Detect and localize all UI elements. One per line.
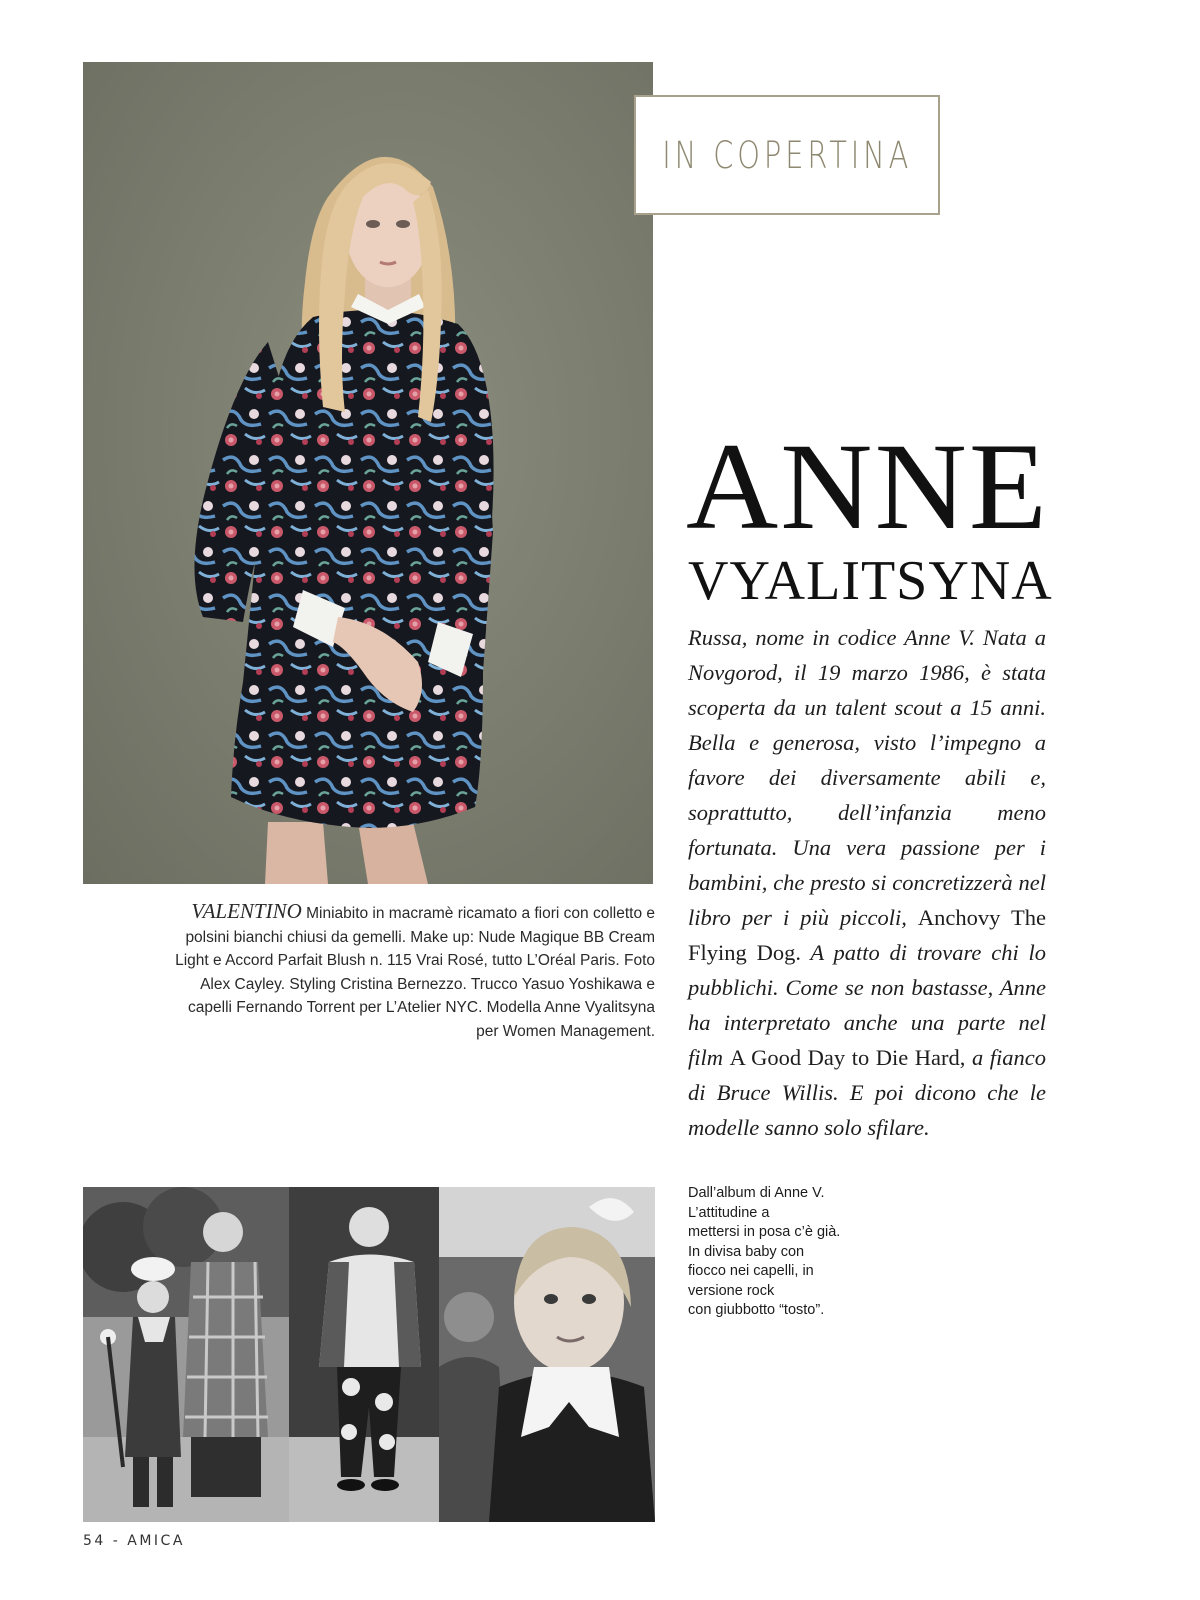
album-caption-line: versione rock <box>688 1282 775 1299</box>
album-caption-line: con giubbotto “tosto”. <box>688 1302 825 1318</box>
model-figure-illustration <box>83 62 653 884</box>
body-part-2: A patto di trovare chi lo pubblichi. Come se non bastasse, Anne ha interpretato anche una parte nel film <box>688 940 1047 1070</box>
section-label: IN COPERTINA <box>661 133 913 177</box>
album-caption-line: Dall’album di Anne V. <box>688 1185 825 1201</box>
album-photo-3 <box>439 1187 655 1522</box>
album-photo-1 <box>83 1187 289 1522</box>
album-caption-line: In divisa baby con <box>688 1243 805 1260</box>
section-label-box <box>634 95 940 215</box>
headline-first-name: ANNE <box>686 418 1049 555</box>
album-caption-line: fiocco nei capelli, in <box>688 1263 814 1279</box>
photo-caption <box>172 900 655 1043</box>
film-title: A Good Day to Die Hard, <box>729 1045 966 1070</box>
book-title: Anchovy The Flying Dog. <box>688 905 1046 965</box>
caption-brand: VALENTINO <box>191 899 302 923</box>
cover-photo <box>83 62 653 884</box>
headline-last-name: VYALITSYNA <box>688 550 1053 612</box>
body-part-1: Russa, nome in codice Anne V. Nata a Novgorod, il 19 marzo 1986, è stata scoperta da un talent scout a 15 anni. Bella e generosa, visto l’impegno a favore dei diversamente abili e, soprattutto, dell’infanzia meno fortunata. Una vera passione per i bambini, che presto si concretizzerà nel libro per i più piccoli, <box>688 625 1046 930</box>
album-photo-2 <box>289 1187 439 1522</box>
body-part-3: a fianco di Bruce Willis. E poi dicono che le modelle sanno solo sfilare. <box>688 1045 1047 1140</box>
album-caption-line: mettersi in posa c’è già. <box>688 1224 841 1240</box>
album-caption <box>688 1184 888 1321</box>
album-caption-line: L’attitudine a <box>688 1204 770 1221</box>
page-folio: 54 - AMICA <box>83 1533 185 1549</box>
caption-text: Miniabito in macramè ricamato a fiori con colletto e polsini bianchi chiusi da gemelli. Make up: Nude Magique BB Cream Light e Accord Parfait Blush n. 115 Vrai Rosé, tutto L’Oréal Paris. Foto Alex Cayley. Styling Cristina Bernezzo. Trucco Yasuo Yoshikawa e capelli Fernando Torrent per L’Atelier NYC. Modella Anne Vyalitsyna per Women Management. <box>175 905 655 1040</box>
article-body <box>688 620 1046 1145</box>
